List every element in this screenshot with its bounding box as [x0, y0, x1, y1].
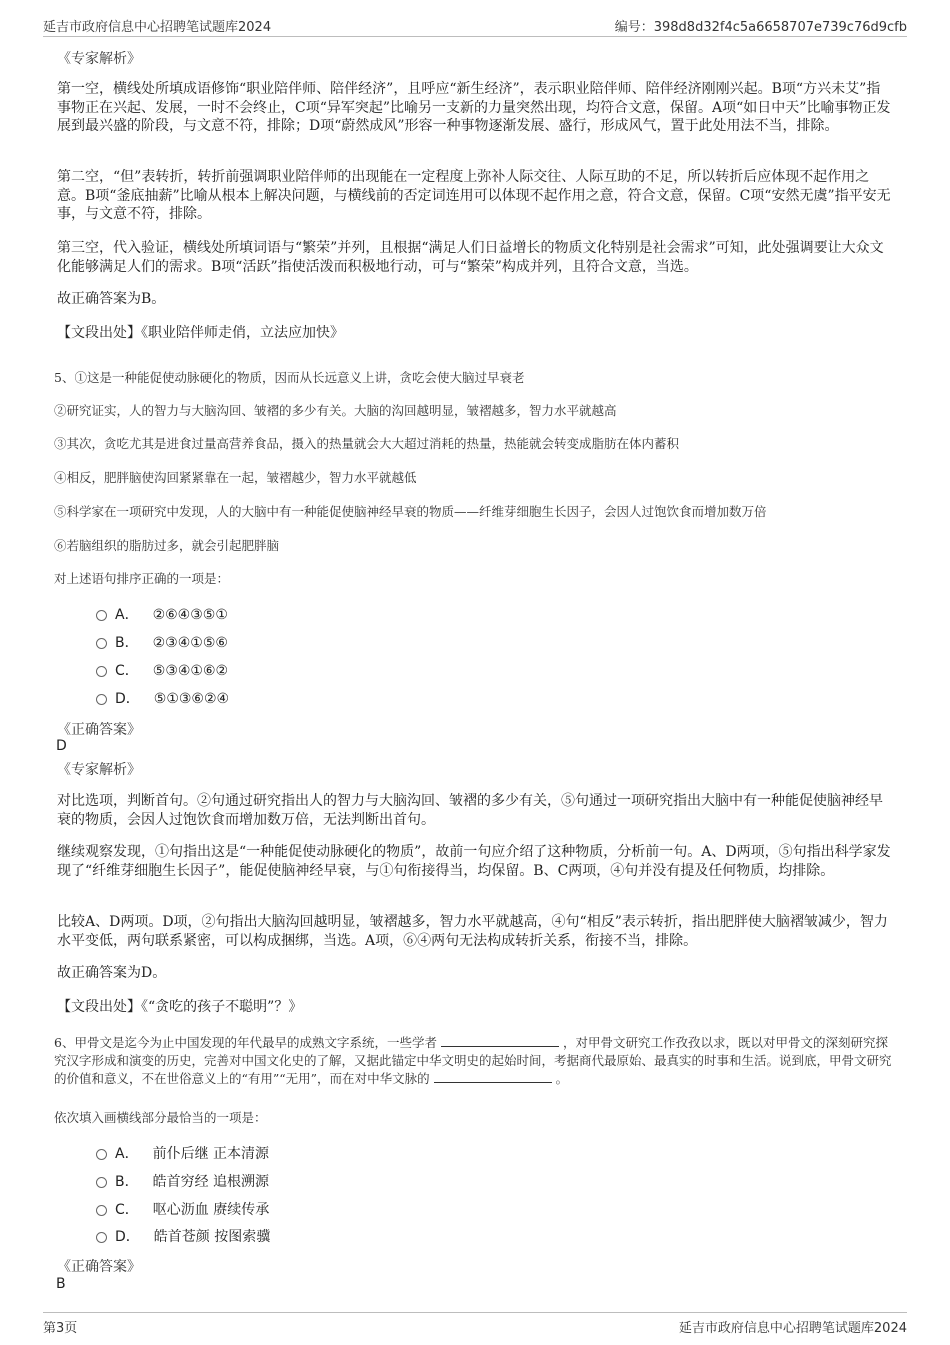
option-b[interactable] [96, 632, 228, 652]
question-5-sentence: ⑥若脑组织的脂肪过多，就会引起肥胖脑 [54, 538, 280, 553]
document-code: 编号：398d8d32f4c5a6658707e739c76d9cfb [614, 20, 907, 35]
question-5-sentence: ②研究证实，人的智力与大脑沟回、皱褶的多少有关。大脑的沟回越明显，皱褶越多，智力水平就越高 [54, 403, 617, 418]
question-5-sentence: ⑤科学家在一项研究中发现，人的大脑中有一种能促使脑神经早衰的物质——纤维芽细胞生长因子，会因人过饱饮食而增加数万倍 [54, 504, 767, 519]
stem-text: 。 [555, 1071, 569, 1086]
radio-icon[interactable] [96, 1177, 107, 1188]
option-key: D． [115, 691, 140, 707]
question-5-sentence: ③其次，贪吃尤其是进食过量高营养食品，摄入的热量就会大大超过消耗的热量，热能就会转变成脂肪在体内蓄积 [54, 436, 680, 451]
expert-analysis-label: 《专家解析》 [57, 762, 141, 778]
radio-icon[interactable] [96, 694, 107, 705]
option-d[interactable] [96, 1226, 270, 1246]
text-source: 【文段出处】《职业陪伴师走俏，立法应加快》 [57, 325, 344, 341]
option-a[interactable] [96, 604, 228, 624]
option-text: ⑤①③⑥②④ [153, 691, 230, 707]
question-6-stem [54, 1034, 900, 1088]
radio-icon[interactable] [96, 666, 107, 677]
option-key: B． [115, 635, 139, 651]
expert-analysis-label: 《专家解析》 [57, 51, 141, 67]
option-text: ②⑥④③⑤① [152, 607, 228, 623]
page-header [43, 14, 907, 37]
radio-icon[interactable] [96, 610, 107, 621]
option-key: B． [115, 1174, 139, 1190]
option-text: 呕心沥血 赓续传承 [152, 1202, 270, 1218]
option-b[interactable] [96, 1171, 269, 1191]
analysis-conclusion: 故正确答案为B。 [57, 291, 166, 307]
option-key: D． [115, 1229, 140, 1245]
option-text: 前仆后继 正本清源 [152, 1146, 270, 1162]
question-5-prompt: 对上述语句排序正确的一项是： [54, 571, 230, 586]
radio-icon[interactable] [96, 638, 107, 649]
stem-text: 6、甲骨文是迄今为止中国发现的年代最早的成熟文字系统，一些学者 [54, 1035, 437, 1050]
page-footer [43, 1312, 907, 1335]
question-6-prompt: 依次填入画横线部分最恰当的一项是： [54, 1110, 267, 1125]
stem-text: ，对甲骨文研究工作孜孜以求，既以对甲骨文的深刻研究探究汉字形成和演变的历史，完善对中国文化史的了解，又据此锚定中华文明史的起始时间，考据商代最原始、最真实的时事和生活。说到底，甲骨文研究的价值和意义，不在世俗意义上的“有用”“无用”，而在对中华文脉的 [54, 1035, 892, 1086]
page-number: 第3页 [43, 1321, 78, 1336]
analysis-paragraph: 第一空，横线处所填成语修饰“职业陪伴师、陪伴经济”，且呼应“新生经济”，表示职业陪伴师、陪伴经济刚刚兴起。B项“方兴未艾”指事物正在兴起、发展，一时不会终止，C项“异军突起”比喻另一支新的力量突然出现，均符合文意，保留。A项“如日中天”比喻事物正发展到最兴盛的阶段，与文意不符，排除；D项“蔚然成风”形容一种事物逐渐发展、盛行，形成风气，置于此处用法不当，排除。 [57, 81, 891, 134]
option-a[interactable] [96, 1143, 269, 1163]
option-text: ②③④①⑤⑥ [152, 635, 228, 651]
radio-icon[interactable] [96, 1205, 107, 1216]
correct-answer-label: 《正确答案》 [57, 1259, 141, 1275]
correct-answer: B [56, 1276, 66, 1292]
option-d[interactable] [96, 688, 229, 708]
footer-title: 延吉市政府信息中心招聘笔试题库2024 [678, 1321, 907, 1336]
question-5-sentence: 5、①这是一种能促使动脉硬化的物质，因而从长远意义上讲，贪吃会使大脑过早衰老 [54, 370, 525, 385]
correct-answer-label: 《正确答案》 [57, 722, 141, 738]
analysis-paragraph: 第二空，“但”表转折，转折前强调职业陪伴师的出现能在一定程度上弥补人际交往、人际互助的不足，所以转折后应体现不起作用之意。B项“釜底抽薪”比喻从根本上解决问题，与横线前的否定词连用可以体现不起作用之意，符合文意，保留。C项“安然无虞”指平安无事，与文意不符，排除。 [57, 169, 891, 222]
radio-icon[interactable] [96, 1232, 107, 1243]
fill-blank [434, 1070, 552, 1083]
option-key: C． [115, 1202, 139, 1218]
option-text: 皓首穷经 追根溯源 [152, 1174, 270, 1190]
header-title: 延吉市政府信息中心招聘笔试题库2024 [43, 20, 272, 35]
analysis-conclusion: 故正确答案为D。 [57, 965, 167, 981]
radio-icon[interactable] [96, 1149, 107, 1160]
analysis-paragraph: 比较A、D两项。D项，②句指出大脑沟回越明显，皱褶越多，智力水平就越高，④句“相反”表示转折，指出肥胖使大脑褶皱减少，智力水平变低，两句联系紧密，可以构成捆绑，当选。A项，⑥④两句无法构成转折关系，衔接不当，排除。 [57, 914, 888, 949]
option-key: A． [115, 1146, 139, 1162]
fill-blank [441, 1034, 559, 1047]
text-source: 【文段出处】《“贪吃的孩子不聪明”？》 [57, 999, 303, 1015]
option-c[interactable] [96, 660, 228, 680]
question-5-sentence: ④相反，肥胖脑使沟回紧紧靠在一起，皱褶越少，智力水平就越低 [54, 470, 417, 485]
analysis-paragraph: 继续观察发现，①句指出这是“一种能促使动脉硬化的物质”，故前一句应介绍了这种物质，分析前一句。A、D两项，⑤句指出科学家发现了“纤维芽细胞生长因子”，能促使脑神经早衰，与①句衔接得当，均保留。B、C两项，④句并没有提及任何物质，均排除。 [57, 844, 891, 879]
correct-answer: D [56, 738, 67, 754]
option-c[interactable] [96, 1199, 269, 1219]
analysis-paragraph: 对比选项，判断首句。②句通过研究指出人的智力与大脑沟回、皱褶的多少有关，⑤句通过一项研究指出大脑中有一种能促使脑神经早衰的物质，会因人过饱饮食而增加数万倍，无法判断出首句。 [57, 793, 883, 828]
option-text: ⑤③④①⑥② [152, 663, 229, 679]
option-key: A． [115, 607, 139, 623]
analysis-paragraph: 第三空，代入验证，横线处所填词语与“繁荣”并列，且根据“满足人们日益增长的物质文化特别是社会需求”可知，此处强调要让大众文化能够满足人们的需求。B项“活跃”指使活泼而积极地行动，可与“繁荣”构成并列，且符合文意，当选。 [57, 240, 884, 275]
option-key: C． [115, 663, 139, 679]
option-text: 皓首苍颜 按图索骥 [153, 1229, 271, 1245]
